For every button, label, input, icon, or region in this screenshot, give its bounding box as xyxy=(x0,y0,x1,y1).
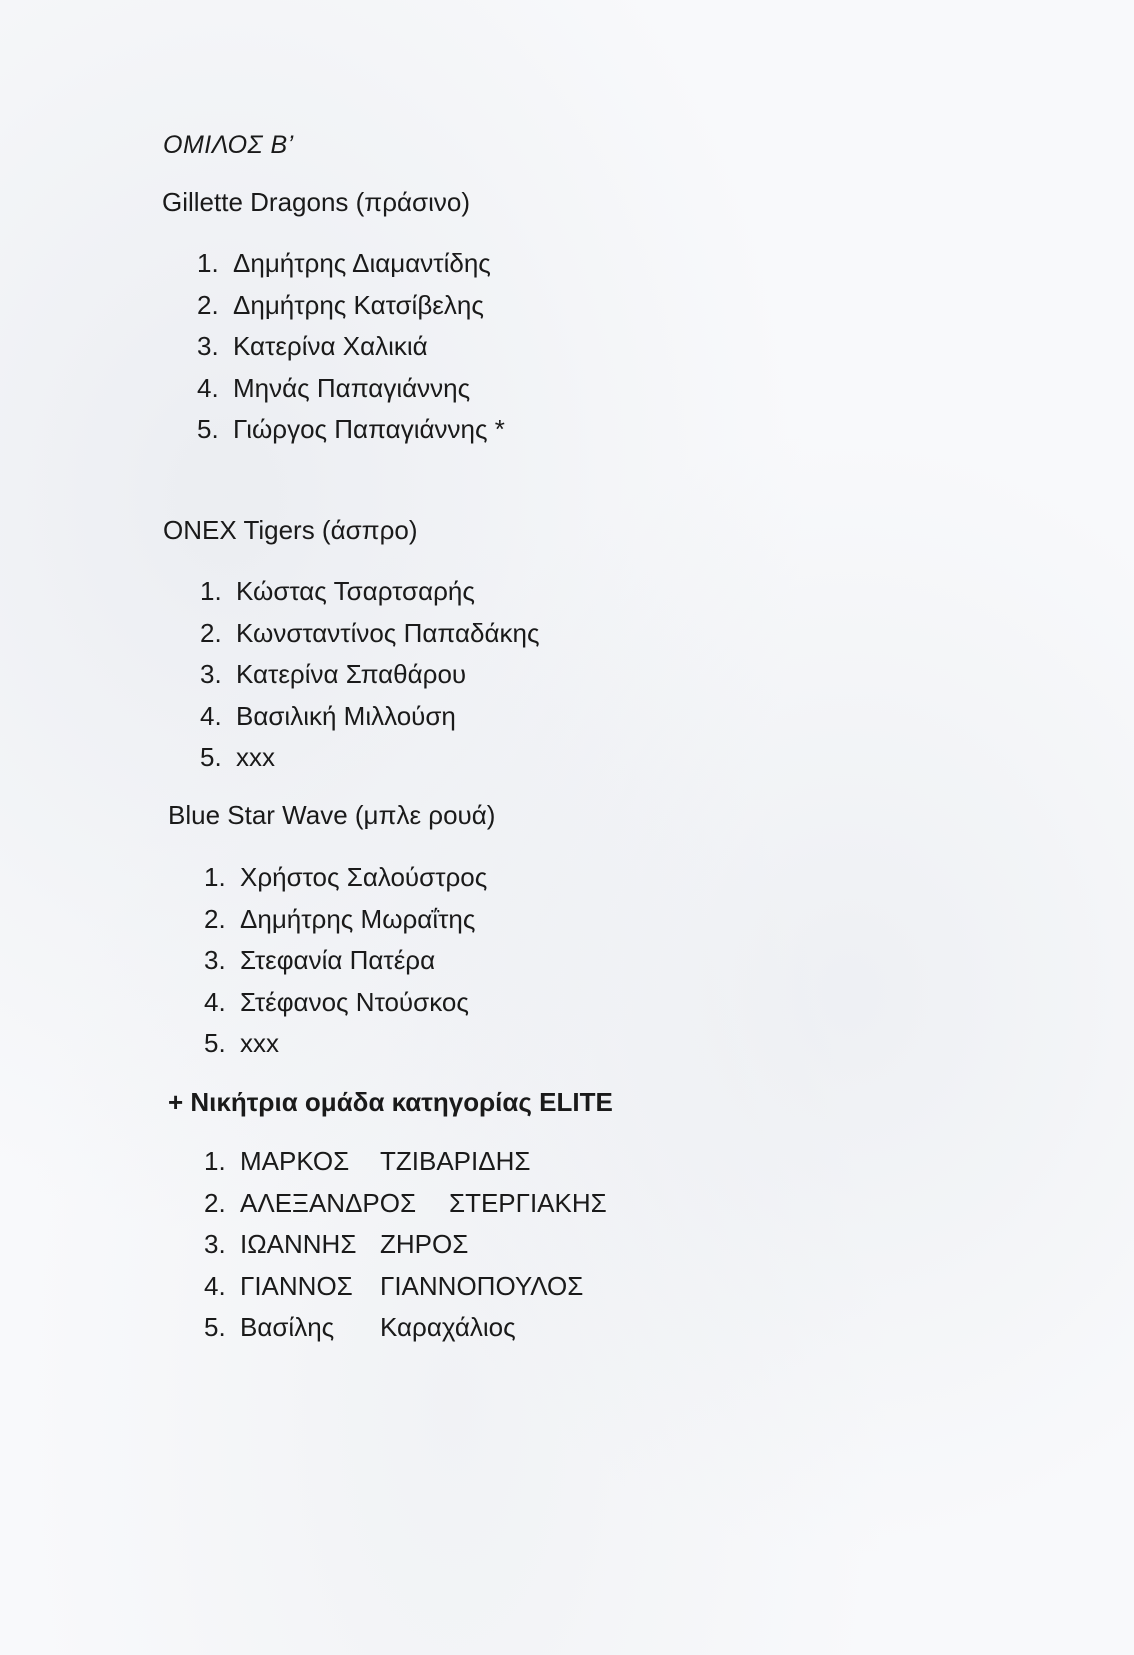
list-item: 4. Βασιλική Μιλλούση xyxy=(200,700,456,731)
list-item: 2. Δημήτρης Μωραΐτης xyxy=(204,903,476,934)
player-given-name: ΙΩΑΝΝΗΣ xyxy=(240,1229,357,1259)
team-title-blue-star-wave: Blue Star Wave (μπλε ρουά) xyxy=(168,800,496,830)
roster-gillette-dragons xyxy=(197,243,505,451)
player-name: Κωνσταντίνος Παπαδάκης xyxy=(236,617,540,648)
player-name: Δημήτρης Μωραΐτης xyxy=(240,903,476,934)
list-item: 3. Στεφανία Πατέρα xyxy=(204,945,436,975)
player-name: Μηνάς Παπαγιάννης xyxy=(233,372,471,403)
player-surname: ΣΤΕΡΓΙΑΚΗΣ xyxy=(449,1187,607,1218)
player-name: Κώστας Τσαρτσαρής xyxy=(236,576,475,606)
player-name: Βασιλική Μιλλούση xyxy=(236,700,456,731)
roster-onex-tigers xyxy=(200,571,539,779)
list-item: 4. ΓΙΑΝΝΟΣ ΓΙΑΝΝΟΠΟΥΛΟΣ xyxy=(204,1266,607,1308)
list-item: 5. Γιώργος Παπαγιάννης * xyxy=(197,414,505,444)
team-title-elite-winner: + Νικήτρια ομάδα κατηγορίας ELITE xyxy=(168,1087,613,1117)
roster-elite-winner xyxy=(204,1141,607,1349)
list-item: 1. Δημήτρης Διαμαντίδης xyxy=(197,248,491,278)
player-surname: ΤΖΙΒΑΡΙΔΗΣ xyxy=(380,1146,531,1176)
list-item: 4. Στέφανος Ντούσκος xyxy=(204,986,469,1017)
list-item: 4. Μηνάς Παπαγιάννης xyxy=(197,372,471,403)
list-item: 5. xxx xyxy=(200,742,275,772)
list-item: 3. Κατερίνα Σπαθάρου xyxy=(200,659,467,689)
list-item: 3. Κατερίνα Χαλικιά xyxy=(197,331,428,361)
player-given-name: ΑΛΕΞΑΝΔΡΟΣ xyxy=(240,1187,417,1218)
player-surname: ΖΗΡΟΣ xyxy=(380,1229,469,1259)
player-name: xxx xyxy=(236,742,275,772)
team-title-gillette-dragons: Gillette Dragons (πράσινο) xyxy=(162,187,471,217)
roster-blue-star-wave xyxy=(204,857,487,1065)
list-item: 3. ΙΩΑΝΝΗΣ ΖΗΡΟΣ xyxy=(204,1224,607,1266)
player-name: Χρήστος Σαλούστρος xyxy=(240,862,488,892)
player-name: xxx xyxy=(240,1028,279,1058)
player-given-name: ΓΙΑΝΝΟΣ xyxy=(240,1270,353,1301)
player-surname: Καραχάλιος xyxy=(380,1312,516,1342)
player-name: Γιώργος Παπαγιάννης * xyxy=(233,414,505,444)
player-name: Δημήτρης Κατσίβελης xyxy=(233,289,484,320)
list-item: 1. ΜΑΡΚΟΣ ΤΖΙΒΑΡΙΔΗΣ xyxy=(204,1141,607,1183)
list-item: 2. Δημήτρης Κατσίβελης xyxy=(197,289,484,320)
player-name: Κατερίνα Σπαθάρου xyxy=(236,659,467,689)
list-item: 5. Βασίλης Καραχάλιος xyxy=(204,1307,607,1349)
player-name: Δημήτρης Διαμαντίδης xyxy=(233,248,491,278)
list-item: 2. Κωνσταντίνος Παπαδάκης xyxy=(200,617,540,648)
list-item: 1. Κώστας Τσαρτσαρής xyxy=(200,576,475,606)
list-item: 2. ΑΛΕΞΑΝΔΡΟΣ ΣΤΕΡΓΙΑΚΗΣ xyxy=(204,1183,607,1225)
player-name: Κατερίνα Χαλικιά xyxy=(233,331,428,361)
player-name: Στέφανος Ντούσκος xyxy=(240,986,469,1017)
list-item: 1. Χρήστος Σαλούστρος xyxy=(204,862,488,892)
team-title-onex-tigers: ONEX Tigers (άσπρο) xyxy=(163,515,418,545)
player-surname: ΓΙΑΝΝΟΠΟΥΛΟΣ xyxy=(380,1270,584,1301)
player-given-name: ΜΑΡΚΟΣ xyxy=(240,1146,350,1176)
player-name: Στεφανία Πατέρα xyxy=(240,945,436,975)
list-item: 5. xxx xyxy=(204,1028,279,1058)
group-title: ΟΜΙΛΟΣ Β’ xyxy=(163,131,294,159)
player-given-name: Βασίλης xyxy=(240,1312,335,1342)
